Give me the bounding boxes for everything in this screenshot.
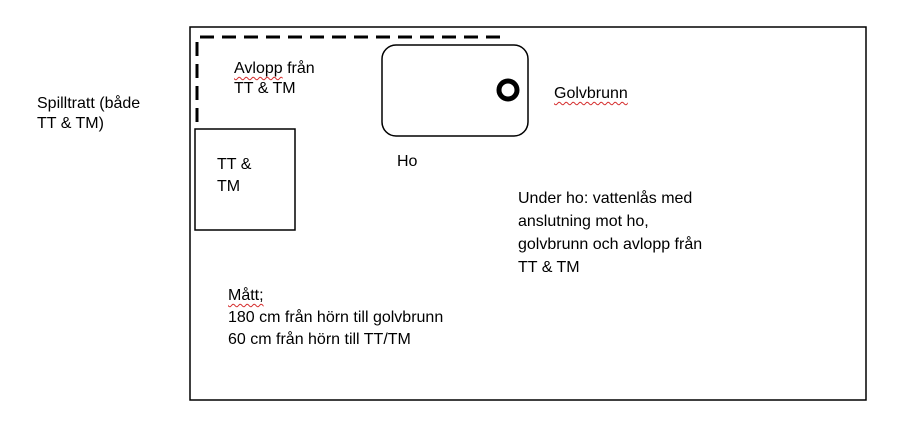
golvbrunn-label: Golvbrunn [554, 85, 628, 102]
spilltratt-line-1: Spilltratt (både [37, 95, 141, 112]
avlopp-word: Avlopp [234, 60, 283, 77]
matt-heading-line [228, 285, 443, 307]
avlopp-rest: från [282, 60, 315, 77]
matt-line-1: 180 cm från hörn till golvbrunn [228, 309, 444, 326]
ho-label: Ho [397, 153, 418, 170]
spilltratt-line-2: TT & TM) [37, 115, 104, 132]
avlopp-label [234, 59, 315, 99]
under-ho-line-2: anslutning mot ho, [518, 213, 649, 230]
under-ho-line-4: TT & TM [518, 259, 580, 276]
under-ho-line-3: golvbrunn och avlopp från [518, 236, 703, 253]
matt-note [228, 285, 443, 351]
avlopp-line-1 [234, 59, 315, 79]
matt-line-2: 60 cm från hörn till TT/TM [228, 331, 411, 348]
under-ho-note [518, 187, 702, 279]
under-ho-line-1: Under ho: vattenlås med [518, 190, 693, 207]
tt-tm-label [217, 154, 251, 198]
tt-tm-line-2: TM [217, 178, 241, 195]
tt-tm-line-1: TT & [217, 156, 252, 173]
avlopp-line-2: TT & TM [234, 80, 296, 97]
floor-drain-icon [499, 81, 517, 99]
spilltratt-label [37, 94, 140, 134]
matt-heading: Mått; [228, 287, 264, 304]
sink-outline [382, 45, 528, 136]
